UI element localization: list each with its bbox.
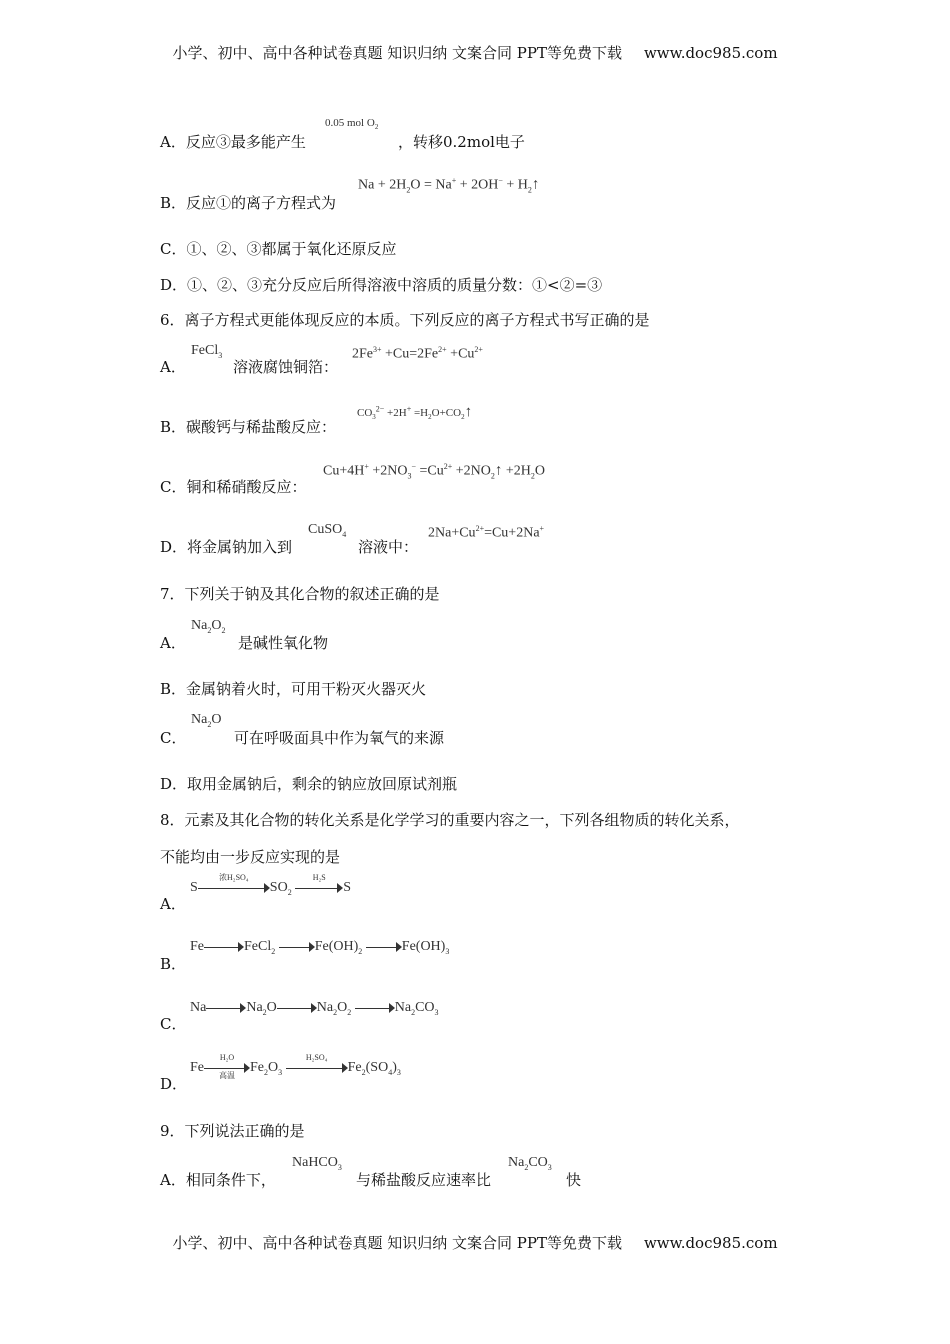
q5-option-b	[160, 192, 336, 213]
q9-a-text: A．相同条件下，	[160, 1171, 276, 1189]
q9-option-a-tail	[566, 1169, 581, 1190]
q9-option-a-mid	[356, 1169, 491, 1190]
q7-option-c	[160, 727, 186, 748]
q8-d-chain: Fe H₂O 高温 $Fe_2O_3$ H₂SO₄ $Fe_2(SO_4)_3$	[190, 1052, 401, 1080]
q6-a-mid-text: 溶液腐蚀铜箔：	[233, 358, 339, 376]
q7-c-formula: $Na_2O$	[191, 712, 222, 729]
q6-d-equation: $2Na+Cu^{2+}=Cu+2Na^+$	[428, 524, 545, 541]
q9-a-tail-text: 快	[566, 1171, 582, 1189]
q5-option-a-tail	[398, 131, 525, 152]
q7-a-formula: $Na_2O_2$	[191, 618, 226, 635]
q8-c-arrow-1	[206, 1003, 246, 1013]
q5-option-c: C．①、②、③都属于氧化还原反应	[160, 240, 397, 258]
q5-option-a	[160, 131, 306, 152]
q5-b-formula: $Na + 2H_2O = Na^+ + 2OH^-$ + $H_2↑$	[358, 176, 540, 195]
q5-b-text: B．反应①的离子方程式为	[160, 194, 337, 212]
q9-a-mid-text: 与稀盐酸反应速率比	[356, 1171, 492, 1189]
q8-stem-1: 8．元素及其化合物的转化关系是化学学习的重要内容之一，下列各组物质的转化关系，	[160, 811, 740, 829]
q8-b-arrow-3	[366, 942, 402, 952]
q6-option-a	[160, 356, 186, 377]
q8-a-arrow-2	[295, 872, 343, 893]
q5-a-tail-text: ，转移0.2mol电子	[398, 133, 525, 151]
q6-option-c: C．铜和稀硝酸反应：	[160, 478, 307, 496]
q7-option-d: D．取用金属钠后，剩余的钠应放回原试剂瓶	[160, 775, 458, 793]
q7-c-tail-text: 可在呼吸面具中作为氧气的来源	[234, 729, 445, 747]
q7-option-c-tail	[234, 727, 444, 748]
q6-d-reagent: CuSO$_4$	[308, 522, 347, 539]
q7-option-b: B．金属钠着火时，可用干粉灭火器灭火	[160, 680, 427, 698]
q8-d-arrow-2	[286, 1052, 348, 1073]
q6-option-b: B．碳酸钙与稀盐酸反应：	[160, 418, 337, 436]
footer-site: www.doc985.com	[643, 1234, 778, 1252]
header-text: 小学、初中、高中各种试卷真题 知识归纳 文案合同 PPT等免费下载	[172, 44, 622, 62]
q6-b-equation: $CO_3^{2-} +2H^+$ $=H_2O+CO_2↑$	[357, 404, 473, 422]
q8-d-cond-2: H₂SO₄	[305, 1052, 328, 1062]
q8-a-cond-1: 浓H₂SO₄	[219, 872, 249, 882]
q8-c-arrow-3	[355, 1003, 395, 1013]
q6-option-a-mid	[233, 356, 338, 377]
q8-option-b: B．	[160, 955, 187, 973]
footer-text: 小学、初中、高中各种试卷真题 知识归纳 文案合同 PPT等免费下载	[172, 1234, 622, 1252]
q8-a-arrow-1	[198, 872, 270, 893]
q6-stem: 6．离子方程式更能体现反应的本质。下列反应的离子方程式书写正确的是	[160, 311, 650, 329]
page-footer	[0, 1232, 950, 1253]
q6-d-mid-text: 溶液中：	[358, 538, 419, 556]
q6-d-text: D．将金属钠加入到	[160, 538, 293, 556]
q6-a-equation: $2Fe^{3+} +Cu=2Fe^{2+} +Cu^{2+}$	[352, 345, 483, 362]
q5-a-text: A．反应③最多能产生	[160, 133, 306, 151]
q7-a-tail-text: 是碱性氧化物	[238, 634, 329, 652]
q7-a-label: A．	[160, 634, 186, 652]
q7-stem: 7．下列关于钠及其化合物的叙述正确的是	[160, 585, 440, 603]
q5-a-formula: 0.05 mol $O_2$	[325, 117, 379, 132]
q8-c-arrow-2	[277, 1003, 317, 1013]
q6-a-reagent: FeCl$_3$	[191, 343, 223, 360]
page-header	[0, 42, 950, 63]
q9-a-formula-2: $Na_2CO_3$	[508, 1155, 552, 1172]
q8-a-cond-2: H₂S	[312, 872, 326, 882]
q8-option-c: C．	[160, 1015, 187, 1033]
q8-d-arrow-1	[204, 1052, 250, 1080]
header-site: www.doc985.com	[643, 44, 778, 62]
q7-c-label: C．	[160, 729, 187, 747]
q8-option-d: D．	[160, 1075, 188, 1093]
q8-b-arrow-2	[279, 942, 315, 952]
q8-c-chain: Na $Na_2O$ $Na_2O_2$ $Na_2CO_3$	[190, 1000, 439, 1017]
q7-option-a-tail	[238, 632, 328, 653]
q8-a-chain: S 浓H₂SO₄ $SO_2$ H₂S S	[190, 872, 351, 897]
q8-stem-2: 不能均由一步反应实现的是	[160, 848, 341, 866]
q6-a-label: A．	[160, 358, 186, 376]
q6-option-d-mid	[358, 536, 418, 557]
q9-option-a	[160, 1169, 276, 1190]
q5-option-d: D．①、②、③充分反应后所得溶液中溶质的质量分数：①<②=③	[160, 276, 603, 294]
q7-option-a	[160, 632, 186, 653]
q8-b-arrow-1	[204, 942, 244, 952]
q9-a-formula-1: NaHCO$_3$	[292, 1155, 342, 1172]
q8-d-cond-1b: 高温	[219, 1070, 235, 1080]
q8-option-a: A．	[160, 895, 186, 913]
q8-d-cond-1: H₂O	[219, 1052, 235, 1062]
q9-stem: 9．下列说法正确的是	[160, 1122, 305, 1140]
q6-c-equation: $Cu+4H^+ +2NO_3^- =Cu^{2+}$ $+2NO_2↑ +2H_2O$	[323, 462, 546, 481]
q6-option-d	[160, 536, 292, 557]
q8-b-chain: Fe FeCl$_2$ $Fe(OH)_2$ $Fe(OH)_3$	[190, 939, 450, 956]
